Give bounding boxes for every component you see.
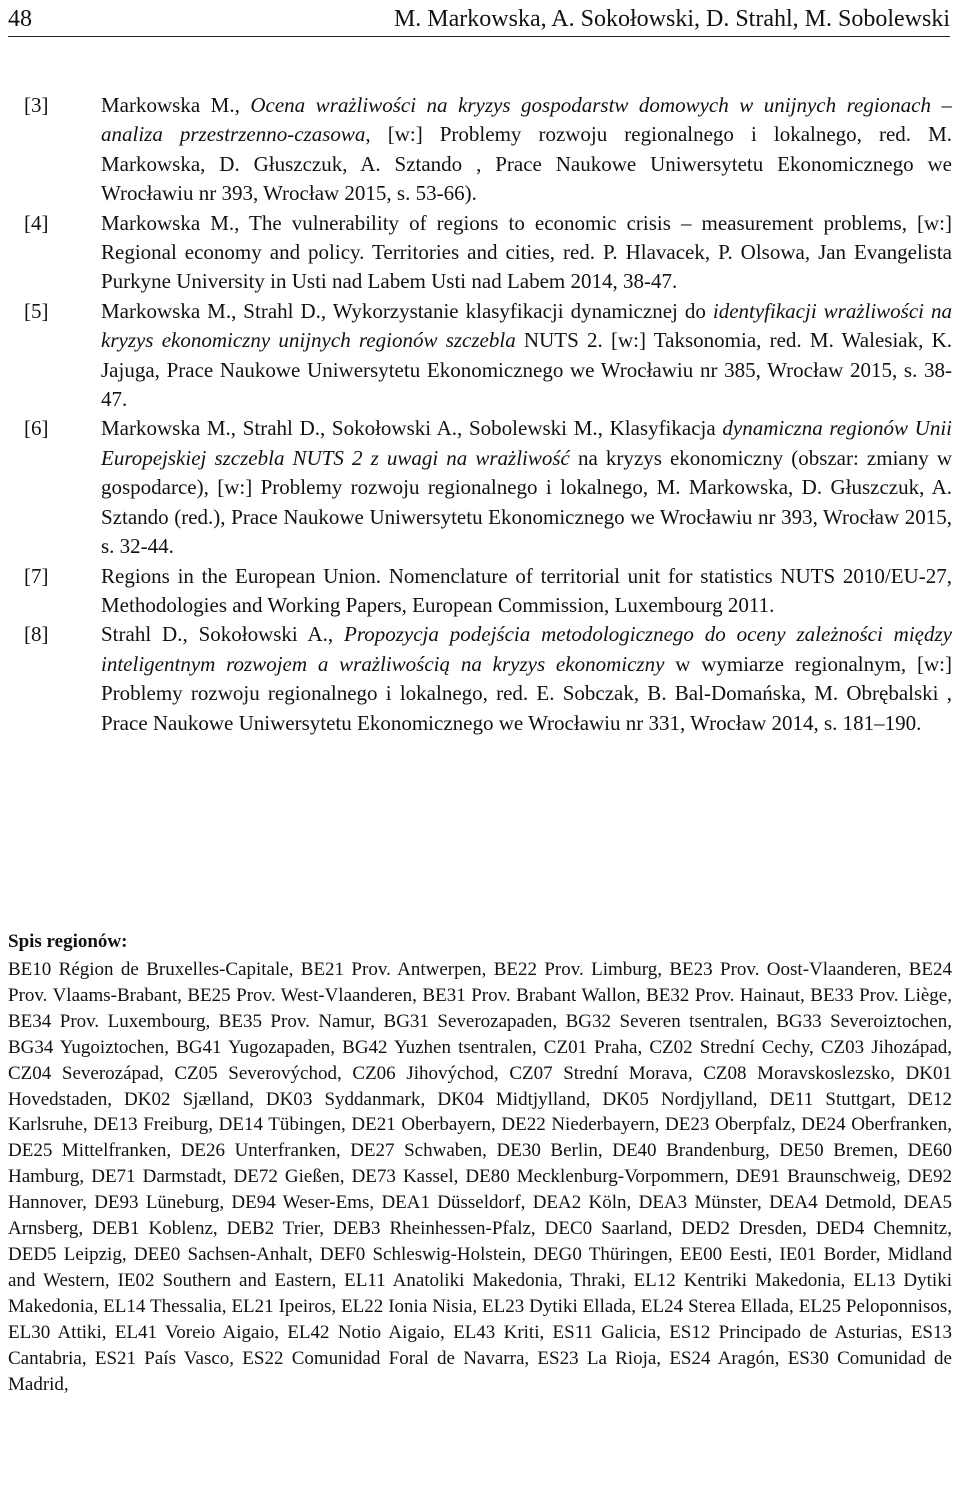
page-number: 48 [8, 6, 32, 32]
reference-label: [3] [24, 93, 49, 117]
reference-item [24, 620, 952, 738]
regions-heading: Spis regionów: [8, 931, 128, 952]
reference-authors: Strahl D., Sokołowski A., [101, 622, 345, 647]
reference-details: , The vulnerability of regions to economic crisis – measurement problems, [w:] Regional economy and policy. Territories and cities, red. P. Hlavacek, P. Olsowa, Jan Evangelista Purkyne University in Usti nad Labem Usti nad Labem 2014, 38-47. [101, 210, 952, 294]
reference-details: na kryzys ekonomiczny (obszar: zmiany w gospodarce), [w:] Problemy rozwoju regionalnego i lokalnego, M. Markowska, D. Głuszczuk, A. Sztando (red.), Prace Naukowe Uniwersytetu Ekonomicznego we Wrocławiu nr 393, Wrocław 2015, s. 32-44. [101, 445, 952, 559]
reference-label: [5] [24, 298, 49, 323]
reference-title: Propozycja podejścia metodologicznego do oceny zależności między inteligentnym rozwojem a wrażliwością na kryzys ekonomiczny [101, 622, 952, 676]
reference-label: [7] [24, 563, 49, 588]
header-authors: M. Markowska, A. Sokołowski, D. Strahl, M. Sobolewski [393, 6, 950, 32]
reference-details: w wymiarze regionalnym, [w:] Problemy rozwoju regionalnego i lokalnego, red. E. Sobczak, B. Bal-Domańska, M. Obrębalski , Prace Naukowe Uniwersytetu Ekonomicznego we Wrocławiu nr 331, Wrocław 2014, s. 181–190. [101, 651, 952, 735]
reference-details: , [w:] Problemy rozwoju regionalnego i lokalnego, red. M. Markowska, D. Głuszczuk, A. Sztando , Prace Naukowe Uniwersytetu Ekonomicznego we Wrocławiu nr 393, Wrocław 2015, s. 53-66). [101, 122, 952, 206]
reference-label: [6] [24, 416, 49, 441]
reference-title: identyfikacji wrażliwości na kryzys ekonomiczny unijnych regionów szczebla [101, 298, 952, 353]
running-header [8, 2, 950, 37]
reference-item [24, 414, 952, 561]
reference-item [24, 297, 952, 415]
reference-title: Ocena wrażliwości na kryzys gospodarstw domowych w unijnych regionach – analiza przestrzenno-czasowa [101, 93, 952, 147]
reference-authors: Regions in the European Union. Nomenclature of territorial unit for statistics NUTS 2010/EU-27, Methodologies and Working Papers, European Commission, Luxembourg 2011. [101, 563, 952, 617]
reference-authors: Markowska M. [101, 210, 235, 235]
reference-authors: Markowska M., [101, 93, 251, 117]
reference-item [24, 562, 952, 621]
reference-item [24, 209, 952, 297]
reference-details: NUTS 2. [w:] Taksonomia, red. M. Walesiak, K. Jajuga, Prace Naukowe Uniwersytetu Ekonomicznego we Wrocławiu nr 385, Wrocław 2015, s. 38-47. [101, 328, 952, 412]
reference-label: [4] [24, 210, 49, 235]
reference-label: [8] [24, 622, 49, 647]
reference-authors: Markowska M., Strahl D., Sokołowski A., Sobolewski M., Klasyfikacja [101, 416, 723, 441]
reference-list [24, 91, 952, 738]
reference-title: dynamiczna regionów Unii Europejskiej szczebla NUTS 2 z uwagi na wrażliwość [101, 416, 952, 470]
reference-item [24, 91, 952, 209]
regions-list: BE10 Région de Bruxelles-Capitale, BE21 Prov. Antwerpen, BE22 Prov. Limburg, BE23 Prov. Oost-Vlaanderen, BE24 Prov. Vlaams-Brabant, BE25 Prov. West-Vlaanderen, BE31 Prov. Brabant Wallon, BE32 Prov. Hainaut, BE33 Prov. Liège, BE34 Prov. Luxembourg, BE35 Prov. Namur, BG31 Severozapaden, BG32 Severen tsentralen, BG33 Severoiztochen, BG34 Yugoiztochen, BG41 Yugozapaden, BG42 Yuzhen tsentralen, CZ01 Praha, CZ02 Strední Cechy, CZ03 Jihozápad, CZ04 Severozápad, CZ05 Severovýchod, CZ06 Jihovýchod, CZ07 Strední Morava, CZ08 Moravskoslezsko, DK01 Hovedstaden, DK02 Sjælland, DK03 Syddanmark, DK04 Midtjylland, DK05 Nordjylland, DE11 Stuttgart, DE12 Karlsruhe, DE13 Freiburg, DE14 Tübingen, DE21 Oberbayern, DE22 Niederbayern, DE23 Oberpfalz, DE24 Oberfranken, DE25 Mittelfranken, DE26 Unterfranken, DE27 Schwaben, DE30 Berlin, DE40 Brandenburg, DE50 Bremen, DE60 Hamburg, DE71 Darmstadt, DE72 Gießen, DE73 Kassel, DE80 Mecklenburg-Vorpommern, DE91 Braunschweig, DE92 Hannover, DE93 Lüneburg, DE94 Weser-Ems, DEA1 Düsseldorf, DEA2 Köln, DEA3 Münster, DEA4 Detmold, DEA5 Arnsberg, DEB1 Koblenz, DEB2 Trier, DEB3 Rheinhessen-Pfalz, DEC0 Saarland, DED2 Dresden, DED4 Chemnitz, DED5 Leipzig, DEE0 Sachsen-Anhalt, DEF0 Schleswig-Holstein, DEG0 Thüringen, EE00 Eesti, IE01 Border, Midland and Western, IE02 Southern and Eastern, EL11 Anatoliki Makedonia, Thraki, EL12 Kentriki Makedonia, EL13 Dytiki Makedonia, EL14 Thessalia, EL21 Ipeiros, EL22 Ionia Nisia, EL23 Dytiki Ellada, EL24 Sterea Ellada, EL25 Peloponnisos, EL30 Attiki, EL41 Voreio Aigaio, EL42 Notio Aigaio, EL43 Kriti, ES11 Galicia, ES12 Principado de Asturias, ES13 Cantabria, ES21 País Vasco, ES22 Comunidad Foral de Navarra, ES23 La Rioja, ES24 Aragón, ES30 Comunidad de Madrid, [8, 959, 952, 1395]
reference-authors: Markowska M., Strahl D., Wykorzystanie klasyfikacji dynamicznej do [101, 298, 713, 323]
